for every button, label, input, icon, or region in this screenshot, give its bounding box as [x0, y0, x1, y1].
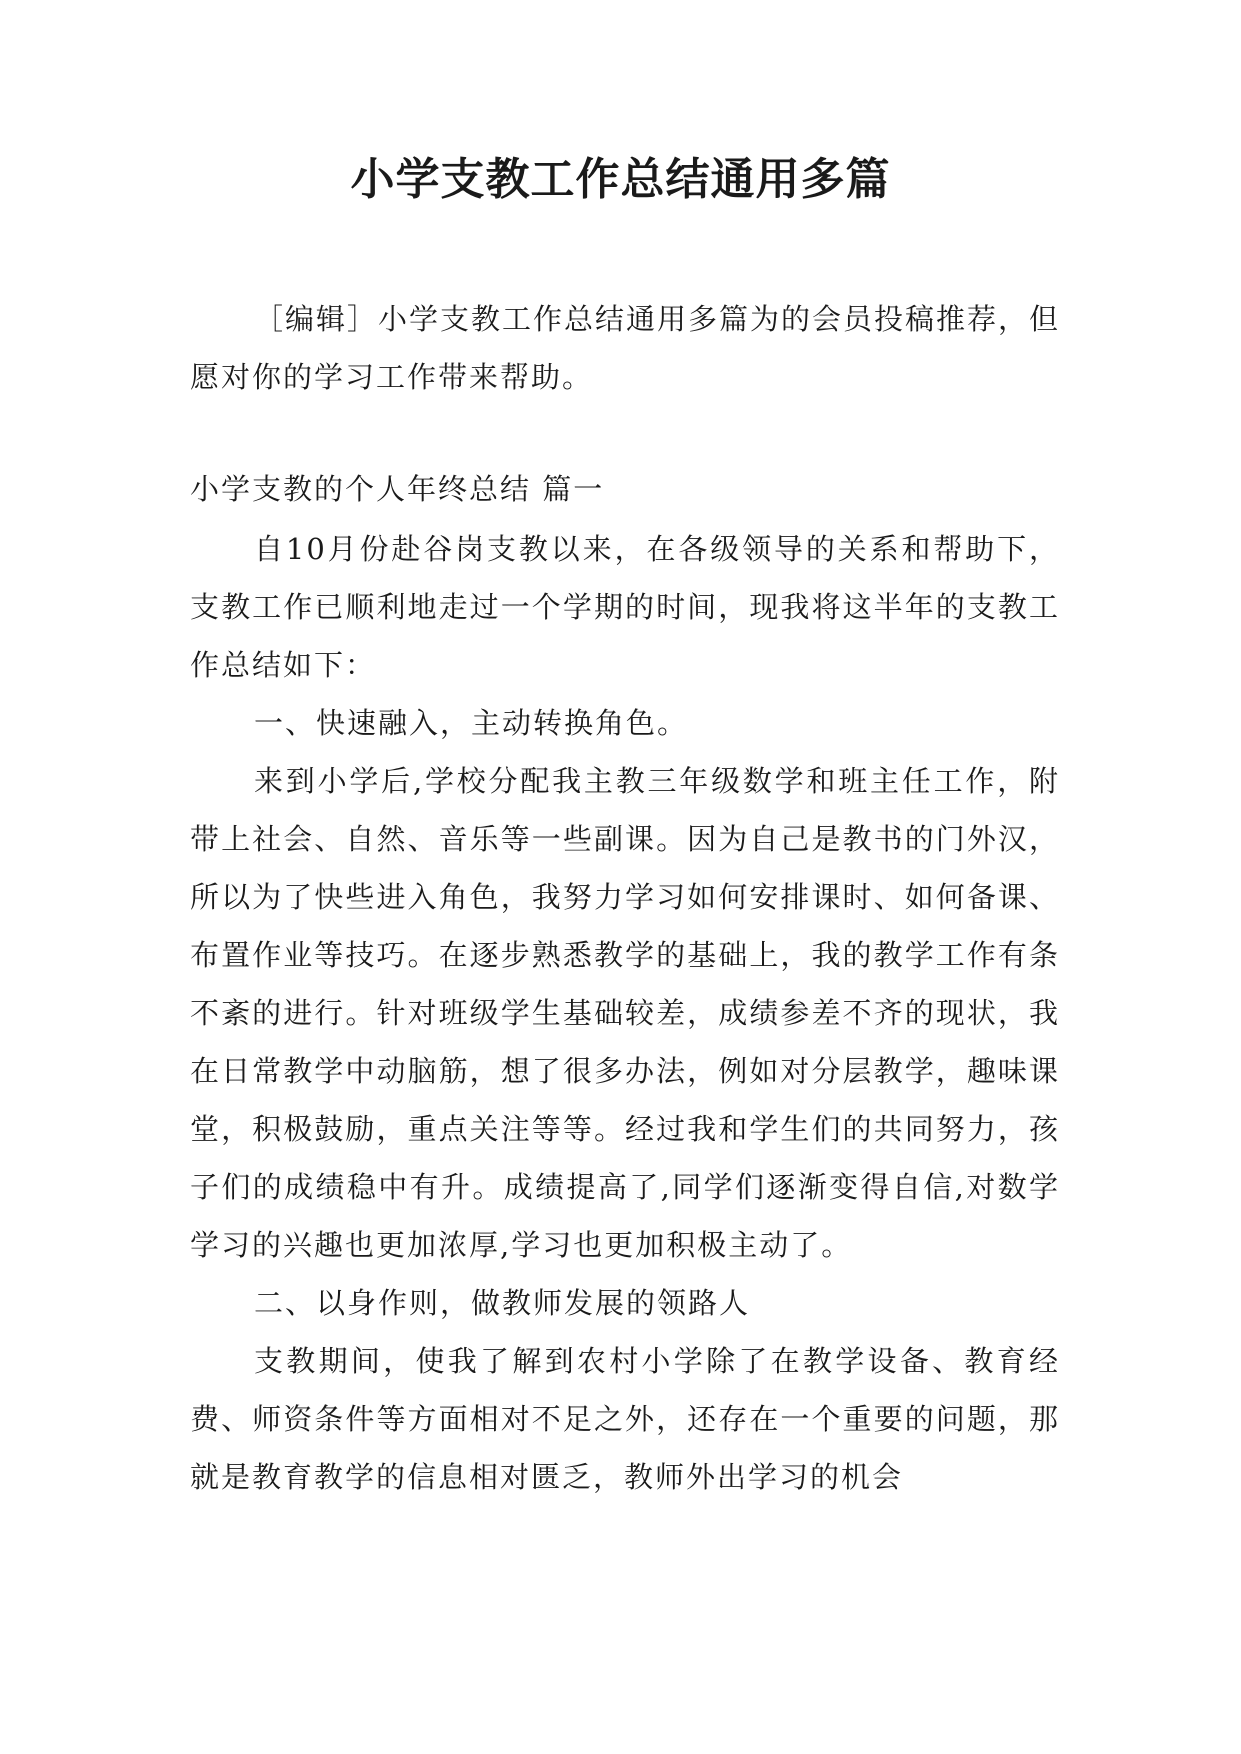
paragraph-point-two: 支教期间，使我了解到农村小学除了在教学设备、教育经费、师资条件等方面相对不足之外，还存在一个重要的问题，那就是教育教学的信息相对匮乏，教师外出学习的机会: [190, 1344, 1060, 1494]
heading-point-one: 一、快速融入，主动转换角色。: [254, 706, 689, 740]
document-title: 小学支教工作总结通用多篇: [350, 154, 891, 205]
paragraph-point-one: 来到小学后,学校分配我主教三年级数学和班主任工作，附带上社会、自然、音乐等一些副课。因为自己是教书的门外汉，所以为了快些进入角色，我努力学习如何安排课时、如何备课、布置作业等技巧。在逐步熟悉教学的基础上，我的教学工作有条不紊的进行。针对班级学生基础较差，成绩参差不齐的现状，我在日常教学中动脑筋，想了很多办法，例如对分层教学，趣味课堂，积极鼓励，重点关注等等。经过我和学生们的共同努力，孩子们的成绩稳中有升。成绩提高了,同学们逐渐变得自信,对数学学习的兴趣也更加浓厚,学习也更加积极主动了。: [190, 764, 1060, 1262]
intro-block: [190, 290, 1060, 406]
content-block: [190, 520, 1060, 1506]
section-heading: 小学支教的个人年终总结 篇一: [190, 472, 605, 506]
paragraph-opening: 自10月份赴谷岗支教以来，在各级领导的关系和帮助下，支教工作已顺利地走过一个学期的时间，现我将这半年的支教工作总结如下：: [190, 532, 1060, 682]
intro-paragraph: ［编辑］小学支教工作总结通用多篇为的会员投稿推荐，但愿对你的学习工作带来帮助。: [190, 302, 1061, 394]
heading-point-two: 二、以身作则，做教师发展的领路人: [254, 1286, 751, 1320]
